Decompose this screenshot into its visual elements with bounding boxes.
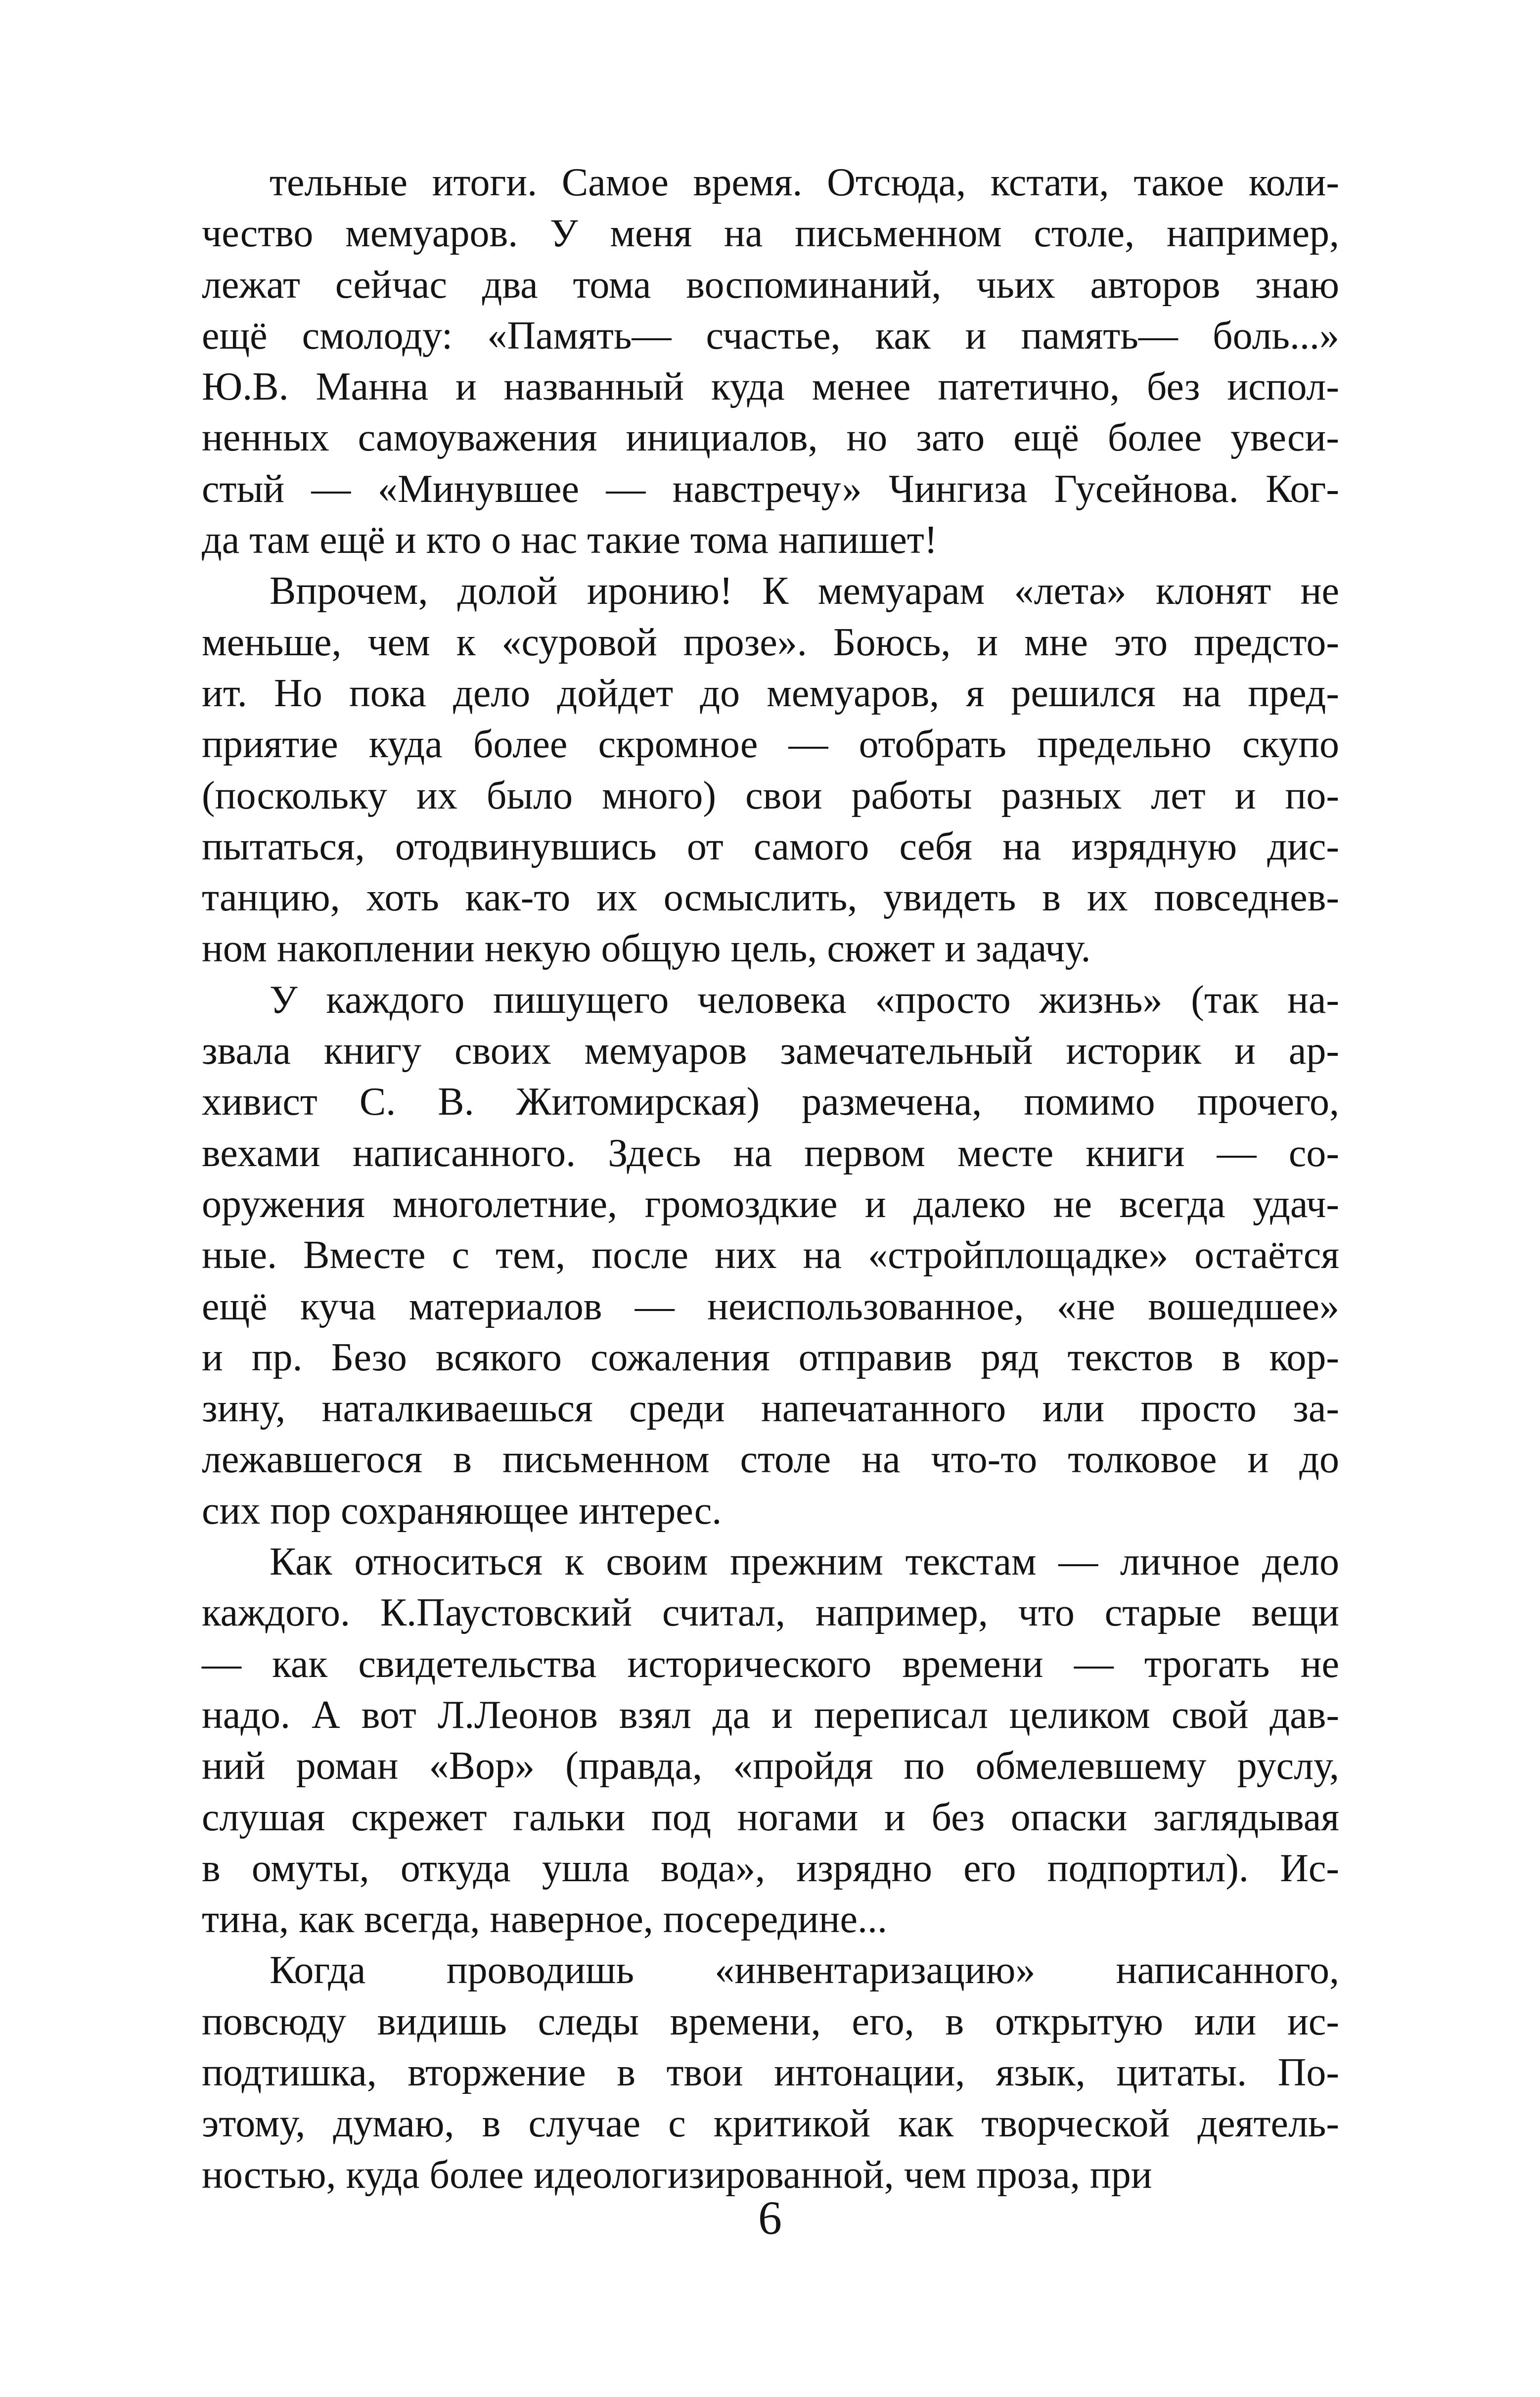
text-line: ещё куча материалов — неиспользованное, «не вошедшее» [202, 1284, 1339, 1328]
text-line: этому, думаю, в случае с критикой как творческой деятель- [202, 2102, 1339, 2146]
text-line: ностью, куда более идеологизированной, чем проза, при [202, 2153, 1152, 2197]
text-line: зину, наталкиваешься среди напечатанного или просто за- [202, 1387, 1339, 1431]
text-line: сих пор сохраняющее интерес. [202, 1489, 722, 1533]
text-line: слушая скрежет гальки под ногами и без опаски заглядывая [202, 1795, 1339, 1839]
text-line: ном накоплении некую общую цель, сюжет и задачу. [202, 927, 1091, 971]
text-line: тина, как всегда, наверное, посередине... [202, 1898, 887, 1942]
paragraph [202, 566, 1339, 974]
text-line: Как относиться к своим прежним текстам — личное дело [270, 1540, 1339, 1584]
text-line: тельные итоги. Самое время. Отсюда, кстати, такое коли- [270, 161, 1339, 204]
text-line: меньше, чем к «суровой прозе». Боюсь, и мне это предсто- [202, 620, 1339, 664]
page-number: 6 [758, 2191, 782, 2244]
text-line: приятие куда более скромное — отобрать предельно скупо [202, 723, 1339, 767]
text-line: — как свидетельства исторического времени — трогать не [202, 1642, 1339, 1686]
text-line: Впрочем, долой иронию! К мемуарам «лета» клонят не [270, 569, 1339, 613]
text-line: пытаться, отодвинувшись от самого себя на изрядную дис- [202, 824, 1339, 868]
text-line: Когда проводишь «инвентаризацию» написанного, [270, 1948, 1339, 1992]
text-line: подтишка, вторжение в твои интонации, язык, цитаты. По- [202, 2050, 1339, 2094]
paragraph [202, 1945, 1339, 2200]
text-line: лежавшегося в письменном столе на что-то толковое и до [202, 1438, 1339, 1482]
text-line: ещё смолоду: «Память— счастье, как и память— боль...» [202, 314, 1339, 358]
text-line: лежат сейчас два тома воспоминаний, чьих авторов знаю [202, 263, 1339, 307]
text-line: ит. Но пока дело дойдет до мемуаров, я решился на пред- [202, 671, 1339, 715]
text-line: (поскольку их было много) свои работы разных лет и по- [202, 773, 1339, 817]
text-line: чество мемуаров. У меня на письменном столе, например, [202, 212, 1339, 256]
paragraph [202, 975, 1339, 1537]
text-line: и пр. Безо всякого сожаления отправив ряд текстов в кор- [202, 1335, 1339, 1379]
paragraph [202, 157, 1339, 566]
body-text [202, 157, 1339, 2201]
text-line: Ю.В. Манна и названный куда менее патетично, без испол- [202, 365, 1339, 409]
text-line: повсюду видишь следы времени, его, в открытую или ис- [202, 1999, 1339, 2043]
text-line: оружения многолетние, громоздкие и далеко не всегда удач- [202, 1182, 1339, 1226]
text-line: хивист С. В. Житомирская) размечена, помимо прочего, [202, 1080, 1339, 1124]
text-line: в омуты, откуда ушла вода», изрядно его подпортил). Ис- [202, 1846, 1339, 1890]
text-line: ные. Вместе с тем, после них на «стройплощадке» остаётся [202, 1233, 1339, 1277]
text-line: звала книгу своих мемуаров замечательный историк и ар- [202, 1029, 1339, 1073]
text-line: каждого. К.Паустовский считал, например, что старые вещи [202, 1591, 1339, 1635]
paragraph [202, 1537, 1339, 1945]
text-line: надо. А вот Л.Леонов взял да и переписал целиком свой дав- [202, 1693, 1339, 1737]
text-line: ний роман «Вор» (правда, «пройдя по обмелевшему руслу, [202, 1744, 1339, 1788]
text-line: стый — «Минувшее — навстречу» Чингиза Гусейнова. Ког- [202, 467, 1339, 511]
text-line: У каждого пишущего человека «просто жизнь» (так на- [270, 978, 1339, 1022]
text-line: ненных самоуважения инициалов, но зато ещё более увеси- [202, 416, 1339, 460]
text-line: танцию, хоть как-то их осмыслить, увидеть в их повседнев- [202, 876, 1339, 920]
text-line: вехами написанного. Здесь на первом месте книги — со- [202, 1131, 1339, 1175]
text-line: да там ещё и кто о нас такие тома напишет! [202, 518, 938, 562]
